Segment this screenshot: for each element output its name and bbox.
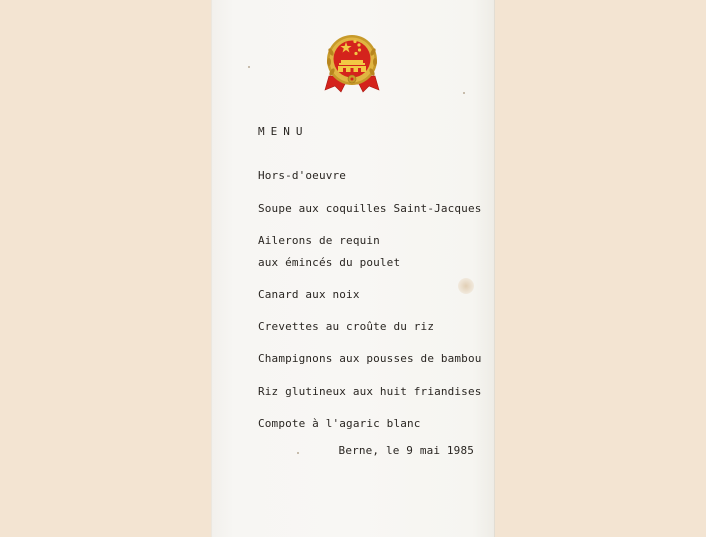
date-line: Berne, le 9 mai 1985 <box>338 444 474 457</box>
menu-course: Compote à l'agaric blanc <box>258 417 421 430</box>
paper-speck <box>463 92 465 94</box>
paper-speck <box>297 452 299 454</box>
menu-course: Ailerons de requin <box>258 234 380 247</box>
paper-stain <box>458 278 474 294</box>
menu-course: Champignons aux pousses de bambou <box>258 352 482 365</box>
state-emblem-icon <box>323 30 381 96</box>
menu-course: aux émincés du poulet <box>258 256 401 269</box>
menu-title: MENU <box>258 125 309 138</box>
menu-course: Hors-d'oeuvre <box>258 169 347 182</box>
menu-course: Riz glutineux aux huit friandises <box>258 385 482 398</box>
menu-course: Crevettes au croûte du riz <box>258 320 435 333</box>
menu-course: Canard aux noix <box>258 288 360 301</box>
menu-card <box>211 0 495 537</box>
menu-course: Soupe aux coquilles Saint-Jacques <box>258 202 482 215</box>
paper-speck <box>248 66 250 68</box>
